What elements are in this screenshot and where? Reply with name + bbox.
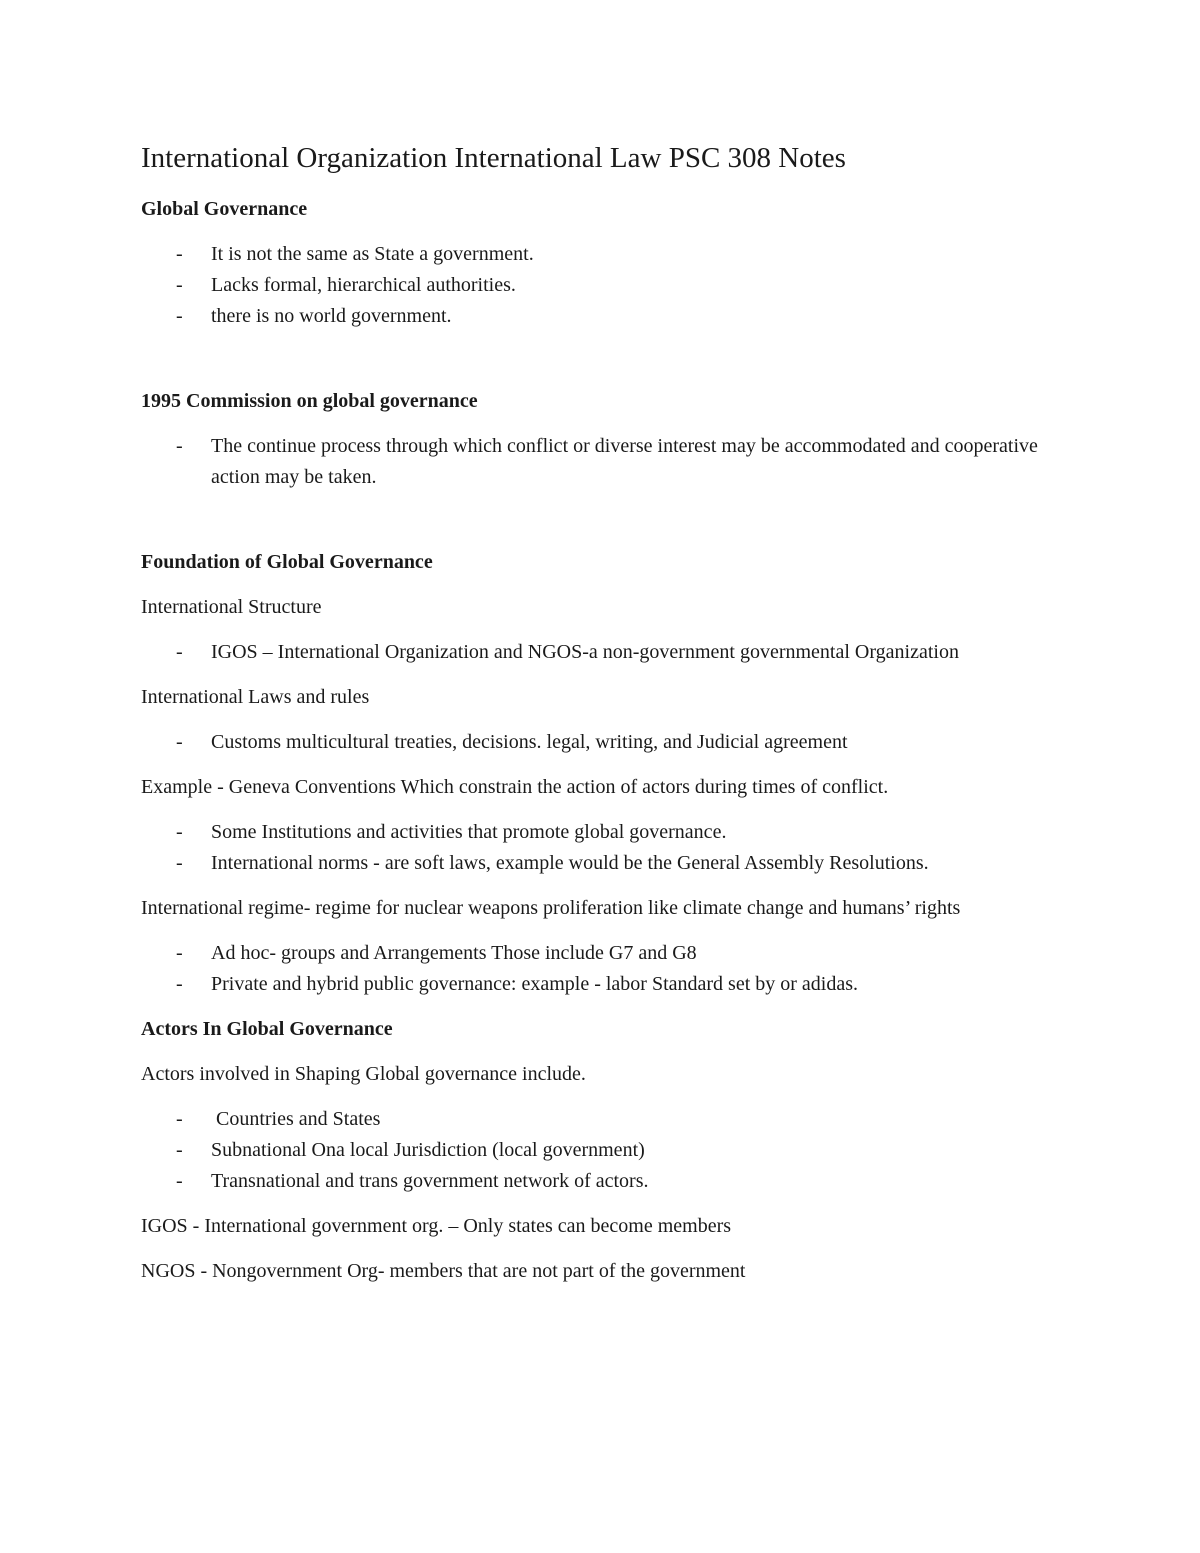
- regime-paragraph: International regime- regime for nuclear weapons proliferation like climate change and humans’ rights: [141, 897, 961, 919]
- list-item-text: IGOS – International Organization and NGOS-a non-government governmental Organization: [211, 641, 959, 663]
- list-item: [141, 727, 1071, 758]
- list-item-text: Subnational Ona local Jurisdiction (local government): [211, 1139, 645, 1161]
- list-item: [141, 817, 1071, 848]
- list-item: [141, 270, 1071, 301]
- international-structure-label: International Structure: [141, 596, 322, 618]
- actors-intro: Actors involved in Shaping Global governance include.: [141, 1063, 586, 1085]
- actors-list: [141, 1104, 1071, 1197]
- example-list: [141, 817, 1071, 879]
- igos-definition: IGOS - International government org. – Only states can become members: [141, 1215, 732, 1237]
- list-item: [141, 239, 1071, 270]
- dash-bullet: -: [176, 641, 183, 663]
- section-heading-commission: 1995 Commission on global governance: [141, 390, 478, 412]
- list-item-text: It is not the same as State a government.: [211, 243, 534, 265]
- list-item-text: Transnational and trans government network of actors.: [211, 1170, 649, 1192]
- commission-list: [141, 431, 1071, 493]
- list-item-text: Countries and States: [211, 1108, 381, 1130]
- list-item-text: Customs multicultural treaties, decisions. legal, writing, and Judicial agreement: [211, 731, 848, 753]
- dash-bullet: -: [176, 942, 183, 964]
- list-item-text: there is no world government.: [211, 305, 452, 327]
- list-item: [141, 938, 1071, 969]
- document-page: [141, 138, 1071, 1301]
- document-title: International Organization International Law PSC 308 Notes: [141, 142, 846, 174]
- dash-bullet: -: [176, 1170, 183, 1192]
- list-item: [141, 1166, 1071, 1197]
- list-item: [141, 431, 1071, 493]
- international-laws-label: International Laws and rules: [141, 686, 370, 708]
- laws-list: [141, 727, 1071, 758]
- list-item-text: Private and hybrid public governance: example - labor Standard set by or adidas.: [211, 973, 859, 995]
- section-heading-foundation: Foundation of Global Governance: [141, 551, 433, 573]
- global-governance-list: [141, 239, 1071, 332]
- list-item-text: The continue process through which conflict or diverse interest may be accommodated and cooperative action may be taken.: [211, 435, 1038, 488]
- list-item-text: Ad hoc- groups and Arrangements Those include G7 and G8: [211, 942, 697, 964]
- dash-bullet: -: [176, 1108, 183, 1130]
- section-heading-actors: Actors In Global Governance: [141, 1018, 393, 1040]
- list-item: [141, 1104, 1071, 1135]
- dash-bullet: -: [176, 435, 183, 457]
- list-item: [141, 969, 1071, 1000]
- list-item: [141, 301, 1071, 332]
- list-item: [141, 848, 1071, 879]
- dash-bullet: -: [176, 1139, 183, 1161]
- list-item-text: Some Institutions and activities that promote global governance.: [211, 821, 727, 843]
- dash-bullet: -: [176, 973, 183, 995]
- dash-bullet: -: [176, 243, 183, 265]
- structure-list: [141, 637, 1071, 668]
- dash-bullet: -: [176, 305, 183, 327]
- dash-bullet: -: [176, 274, 183, 296]
- dash-bullet: -: [176, 731, 183, 753]
- spacer: [141, 346, 1071, 386]
- spacer: [141, 507, 1071, 547]
- list-item: [141, 637, 1071, 668]
- section-heading-global-governance: Global Governance: [141, 198, 308, 220]
- dash-bullet: -: [176, 821, 183, 843]
- dash-bullet: -: [176, 852, 183, 874]
- example-paragraph: Example - Geneva Conventions Which constrain the action of actors during times of conflict.: [141, 776, 889, 798]
- list-item: [141, 1135, 1071, 1166]
- regime-list: [141, 938, 1071, 1000]
- ngos-definition: NGOS - Nongovernment Org- members that are not part of the government: [141, 1260, 746, 1282]
- list-item-text: Lacks formal, hierarchical authorities.: [211, 274, 516, 296]
- list-item-text: International norms - are soft laws, example would be the General Assembly Resolutions.: [211, 852, 929, 874]
